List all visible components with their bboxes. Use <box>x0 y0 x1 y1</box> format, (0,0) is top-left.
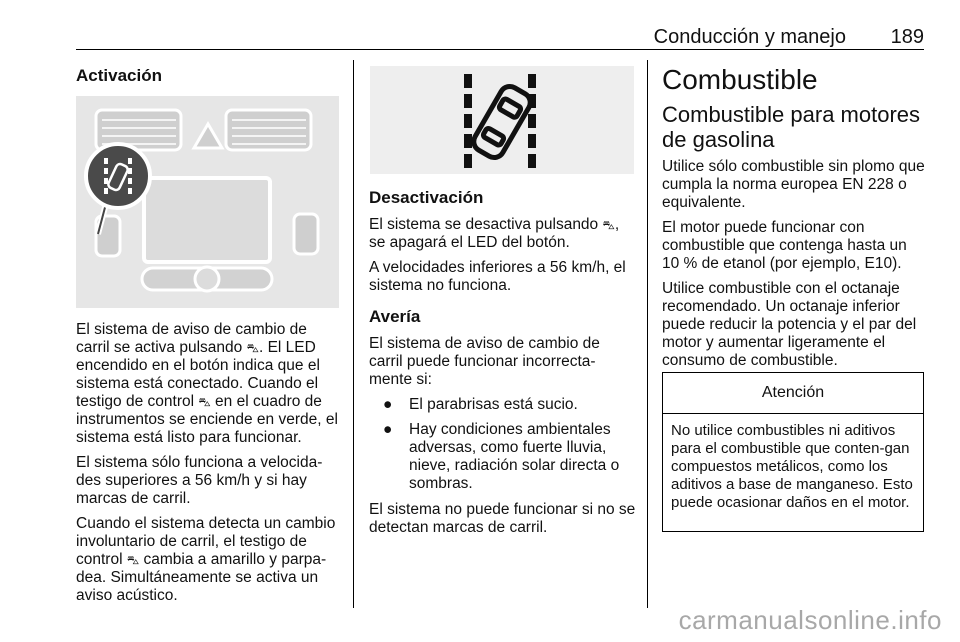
fuel-paragraph-3: Utilice combustible con el octanaje recomendado. Un octanaje inferior puede reducir la potencia y el par del motor y aumentar ligeramente el consumo de combustible. <box>662 280 917 369</box>
text-run: , se apagará el LED del botón. <box>369 216 620 251</box>
fault-intro: El sistema de aviso de cambio de carril puede funcionar incorrecta-mente si: <box>369 335 600 388</box>
fault-end-paragraph: El sistema no puede funcionar si no se detectan marcas de carril. <box>369 501 636 536</box>
lane-departure-icon: ⛍ <box>246 341 259 355</box>
dashboard-svg <box>76 96 339 308</box>
activation-paragraph-1 <box>76 321 344 447</box>
right-column-text <box>662 64 926 377</box>
left-column-text <box>76 321 344 612</box>
caution-box <box>662 372 924 532</box>
section-title: Conducción y manejo <box>653 26 846 48</box>
text-run: en el cuadro de instrumentos se enciende en verde, el sistema está listo para funcionar. <box>76 393 338 446</box>
column-divider-left <box>353 60 354 608</box>
middle-column-text <box>369 188 637 544</box>
caution-text: No utilice combustibles ni aditivos para el combustible que conten-gan compuestos metálicos, como los aditivos a base de manganeso. Esto puede ocasionar daños en el motor. <box>671 422 913 511</box>
header-rule <box>76 49 924 50</box>
text-run: . El LED encendido en el botón indica que el sistema está conectado. Cuando el testigo de control <box>76 339 320 410</box>
page-number: 189 <box>890 26 924 48</box>
deactivation-paragraph-2: A velocidades inferiores a 56 km/h, el sistema no funciona. <box>369 259 626 294</box>
fuel-paragraph-2: El motor puede funcionar con combustible que contenga hasta un 10 % de etanol (por ejemplo, E10). <box>662 219 907 272</box>
text-run: El sistema se desactiva pulsando <box>369 216 603 233</box>
list-item-text: El parabrisas está sucio. <box>409 396 578 413</box>
lane-departure-icon: ⛍ <box>198 395 211 409</box>
lane-departure-symbol-figure <box>370 66 634 174</box>
lane-departure-icon: ⛍ <box>126 553 140 567</box>
list-item <box>383 421 637 493</box>
text-run: Cuando el sistema detecta un cambio involuntario de carril, el testigo de control <box>76 515 336 568</box>
lane-departure-icon: ⛍ <box>602 218 615 232</box>
list-item-text: Hay condiciones ambientales adversas, como fuerte lluvia, nieve, radiación solar directa o sombras. <box>409 421 620 492</box>
heading-activation: Activación <box>76 66 162 85</box>
heading-fault: Avería <box>369 307 421 326</box>
bullet-icon: ● <box>383 421 393 438</box>
bullet-icon: ● <box>383 396 393 413</box>
lane-departure-icon <box>370 66 634 174</box>
text-run: El sistema de aviso de cambio de carril se activa pulsando <box>76 321 307 356</box>
heading-deactivation: Desactivación <box>369 188 484 207</box>
watermark: carmanualsonline.info <box>678 605 942 635</box>
column-divider-right <box>647 60 648 608</box>
list-item <box>383 396 637 414</box>
activation-paragraph-2: El sistema sólo funciona a velocida-des superiores a 56 km/h y si hay marcas de carril. <box>76 454 323 507</box>
deactivation-paragraph-1 <box>369 216 637 252</box>
dashboard-illustration <box>76 96 339 308</box>
fault-list <box>369 396 637 493</box>
caution-title: Atención <box>663 373 923 414</box>
heading-fuel-gasoline: Combustible para motores de gasolina <box>662 102 921 152</box>
fuel-paragraph-1: Utilice sólo combustible sin plomo que cumpla la norma europea EN 228 o equivalente. <box>662 158 925 211</box>
text-run: cambia a amarillo y parpa-dea. Simultáneamente se activa un aviso acústico. <box>76 551 327 604</box>
page-header <box>76 24 924 50</box>
heading-fuel: Combustible <box>662 64 818 95</box>
activation-paragraph-3 <box>76 515 344 605</box>
